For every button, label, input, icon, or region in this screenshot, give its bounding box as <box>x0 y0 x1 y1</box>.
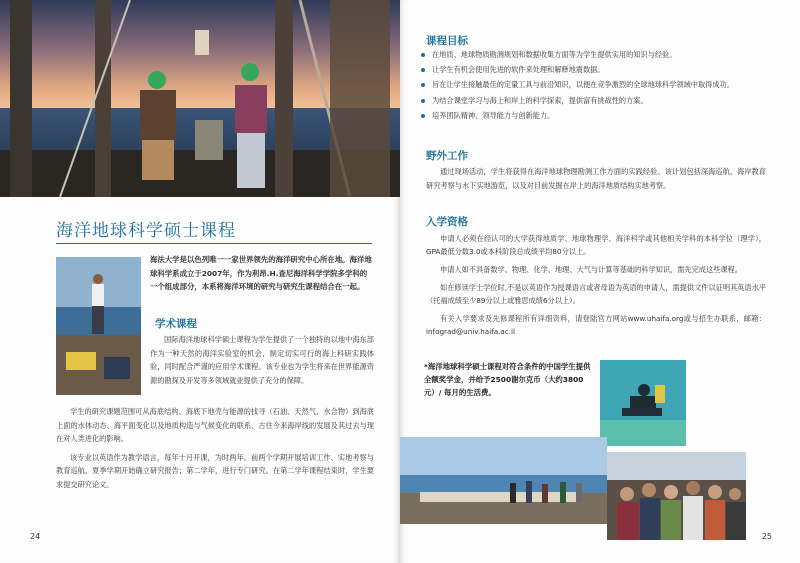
goal-item: 旨在让学生接触最佳的定量工具与前沿知识，以便在竞争激烈的全球地球科学领域中取得成功。 <box>418 79 764 91</box>
diver-photo <box>600 360 686 446</box>
page-number-right: 25 <box>761 532 772 541</box>
goals-list <box>418 49 764 125</box>
academic-text <box>150 333 374 392</box>
goal-item: 让学生有机会使用先进的软件来处理和解释地震数据。 <box>418 64 764 76</box>
page-number-left: 24 <box>30 532 41 541</box>
academic-paragraph: 该专业以英语作为教学语言，每年十月开课，为时两年。前两个学期开展培训工作、实地考察与教育巡航，夏季学期开始确立研究报告；第二学年，进行专门研究。在第二学年课程结束时，学生要求提交研究论文。 <box>56 452 374 489</box>
academic-heading: 学术课程 <box>155 318 197 330</box>
academic-text-continued <box>56 405 374 497</box>
admission-paragraph: 申请人必须在经认可的大学获得地质学、地球物理学、海洋科学或其他相关学科的本科学位（理学），GPA最低分数3.0或本科阶段总成绩平均80分以上。 <box>426 234 766 256</box>
ship-deck-photo <box>0 0 400 197</box>
fieldwork-text <box>426 165 766 197</box>
fieldwork-paragraph: 通过现场活动，学生将获得在海洋地球物理勘测工作方面的实践经验。该计划包括深海巡航、海岸教育研究考察与水下实地游览，以及对目前发掘在岸上的海洋地质结构实地考察。 <box>426 167 766 190</box>
admission-paragraph: 如在修读学士学位时,不是以英语作为授课语言或者母语为英语的申请人，需提供文件以证明其英语水平（托福成绩至少89分以上或雅思成绩6分以上）。 <box>426 283 766 305</box>
admission-text <box>426 232 766 343</box>
goal-item: 为结合课堂学习与海上和岸上的科学探索，提供富有挑战性的方案。 <box>418 95 764 107</box>
admission-heading: 入学资格 <box>426 216 468 228</box>
academic-paragraph: 学生的研究课题范围可从海底结构、海底下地壳与能源的找寻（石油、天然气、水合物）到海底上面的水体动态、海平面变化以及地质构造与气候变化的联系、古往今来海岸线的发展及其过去与现在对人类进化的影响。 <box>56 407 374 444</box>
goal-item: 培养团队精神、领导能力与创新能力。 <box>418 110 764 122</box>
team-photo <box>607 452 746 540</box>
admission-paragraph: 申请人如不具备数学、物理、化学、地理、大气与计算等基础的科学知识，需先完成这些课程。 <box>440 265 742 274</box>
researcher-on-boat-photo <box>56 257 141 395</box>
coastline-group-photo <box>400 437 607 524</box>
scholarship-note: *海洋地球科学硕士课程对符合条件的中国学生提供全额奖学金，并给予2500谢尔克币（大约3800元）/ 每月的生活费。 <box>424 362 591 397</box>
intro-text: 海法大学是以色列唯一一家世界领先的海洋研究中心所在地。海洋地球科学系成立于2007年，作为利昂.H.查尼海洋科学学院多学科的一个组成部分，本系将海洋环境的研究与研究生课程结合在一起。 <box>150 255 372 291</box>
fieldwork-heading: 野外工作 <box>426 150 468 162</box>
page-title: 海洋地球科学硕士课程 <box>56 221 236 241</box>
goal-item: 在地质、地球物质勘测规划和数据收集方面等为学生提供实用的知识与经验。 <box>418 49 764 61</box>
title-divider <box>56 243 372 244</box>
admission-paragraph: 有关入学要求及先修课程所有详细资料，请登陆官方网站www.uhaifa.org或与招生办联系，邮箱：infograd@univ.haifa.ac.il <box>426 314 766 336</box>
goals-heading: 课程目标 <box>426 35 468 47</box>
academic-paragraph: 国际海洋地球科学硕士课程为学生提供了一个独特的以地中海东部作为一种天然的海洋实验室的机会，制定切实可行的海上科研实践体验，同时配合严谨的应用学术课程。该专业也为学生将来在世界能源资源的勘探及开发等多领域就业提供了充分的保障。 <box>150 335 374 385</box>
